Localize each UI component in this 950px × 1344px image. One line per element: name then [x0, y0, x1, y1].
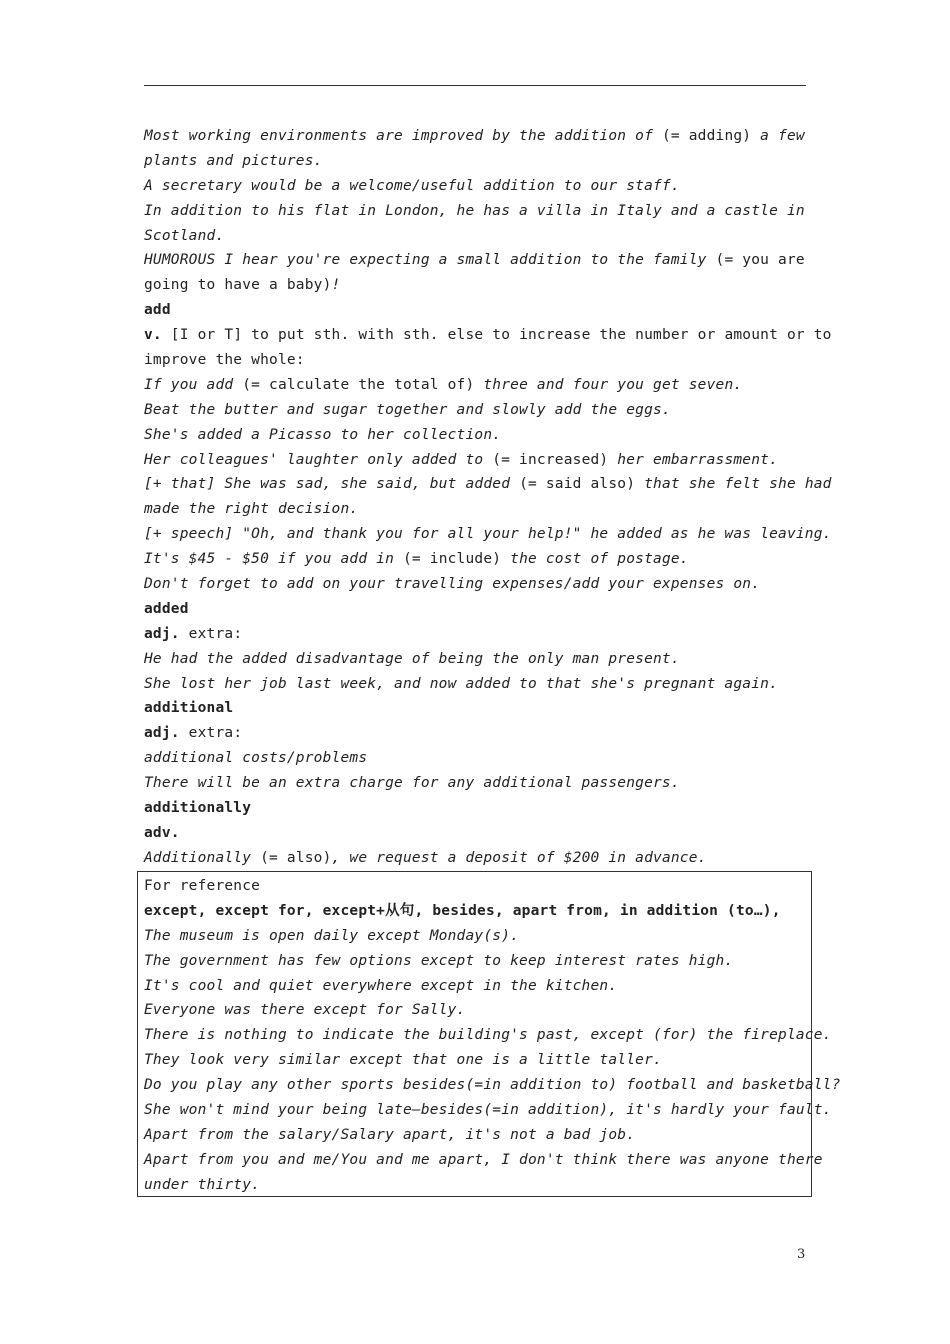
example-line: made the right decision. — [144, 501, 359, 518]
example-line: If you add (= calculate the total of) three and four you get seven. — [144, 376, 743, 393]
headword-additional: additional — [144, 700, 234, 717]
reference-example: under thirty. — [144, 1176, 261, 1193]
example-line: There will be an extra charge for any additional passengers. — [144, 775, 680, 792]
part-of-speech: adj. — [144, 725, 180, 742]
example-line: Scotland. — [144, 227, 225, 244]
definition-line: v. [I or T] to put sth. with sth. else to increase the number or amount or to — [144, 327, 832, 344]
example-line: [+ that] She was sad, she said, but added (= said also) that she felt she had — [144, 476, 832, 493]
definition-line: adj. extra: — [144, 725, 243, 742]
part-of-speech: adv. — [144, 824, 180, 841]
example-line: [+ speech] "Oh, and thank you for all your help!" he added as he was leaving. — [144, 526, 832, 543]
reference-example: The government has few options except to keep interest rates high. — [144, 952, 734, 969]
reference-example: Do you play any other sports besides(=in addition to) football and basketball? — [144, 1077, 841, 1094]
reference-example: She won't mind your being late—besides(=in addition), it's hardly your fault. — [144, 1102, 832, 1119]
definition-line: adj. extra: — [144, 625, 243, 642]
reference-example: Everyone was there except for Sally. — [144, 1002, 466, 1019]
part-of-speech: v. — [144, 327, 162, 344]
headword-added: added — [144, 600, 189, 617]
example-line: HUMOROUS I hear you're expecting a small addition to the family (= you are — [144, 252, 805, 269]
example-line: Her colleagues' laughter only added to (= increased) her embarrassment. — [144, 451, 779, 468]
reference-example: The museum is open daily except Monday(s). — [144, 927, 520, 944]
page-number: 3 — [797, 1247, 806, 1262]
example-line: additional costs/problems — [144, 750, 368, 767]
reference-example: Apart from the salary/Salary apart, it's not a bad job. — [144, 1126, 636, 1143]
example-line: He had the added disadvantage of being the only man present. — [144, 650, 680, 667]
dictionary-entries — [144, 124, 832, 871]
example-line: Beat the butter and sugar together and slowly add the eggs. — [144, 401, 671, 418]
example-line: Additionally (= also), we request a deposit of $200 in advance. — [144, 849, 707, 866]
definition-line: improve the whole: — [144, 352, 305, 369]
header-rule — [144, 85, 806, 86]
example-line: going to have a baby)! — [144, 277, 341, 294]
headword-additionally: additionally — [144, 800, 252, 817]
example-line: It's $45 - $50 if you add in (= include) the cost of postage. — [144, 551, 689, 568]
reference-example: They look very similar except that one is a little taller. — [144, 1052, 662, 1069]
example-line: A secretary would be a welcome/useful addition to our staff. — [144, 177, 680, 194]
part-of-speech: adj. — [144, 625, 180, 642]
example-line: Don't forget to add on your travelling expenses/add your expenses on. — [144, 576, 761, 593]
headword-add: add — [144, 302, 171, 319]
reference-example: There is nothing to indicate the building's past, except (for) the fireplace. — [144, 1027, 832, 1044]
reference-box-content — [144, 874, 841, 1198]
reference-example: It's cool and quiet everywhere except in the kitchen. — [144, 977, 618, 994]
example-line: She's added a Picasso to her collection. — [144, 426, 502, 443]
example-line: She lost her job last week, and now added to that she's pregnant again. — [144, 675, 779, 692]
example-line: plants and pictures. — [144, 152, 323, 169]
example-line: In addition to his flat in London, he has a villa in Italy and a castle in — [144, 202, 805, 219]
reference-title: For reference — [144, 878, 261, 894]
reference-example: Apart from you and me/You and me apart, I don't think there was anyone there — [144, 1151, 823, 1168]
reference-word-list: except, except for, except+从句, besides, apart from, in addition (to…), — [144, 902, 781, 919]
example-line: Most working environments are improved by the addition of (= adding) a few — [144, 128, 805, 144]
